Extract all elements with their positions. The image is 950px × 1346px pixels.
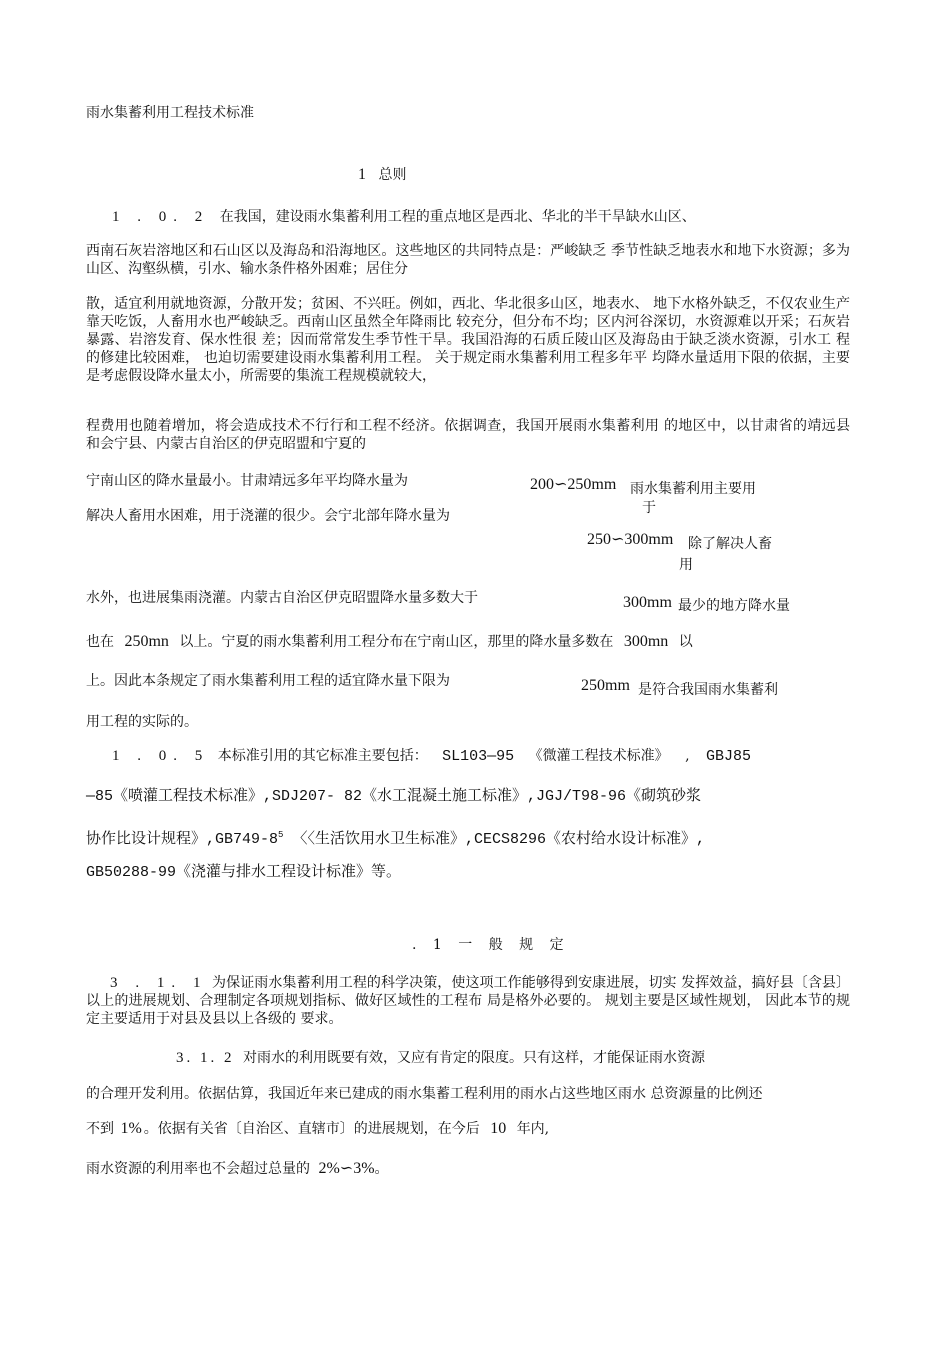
clause-1-0-2-first-line (112, 208, 696, 226)
text-segment: , (685, 748, 690, 764)
text-line: 水外，也进展集雨浇灌。内蒙古自治区伊克昭盟降水量多数大于 (86, 590, 478, 606)
text-segment: 。 (374, 1161, 389, 1177)
clause-3-1-1 (86, 974, 850, 1028)
text-line: 用 (679, 557, 693, 573)
clause-text: 对雨水的利用既要有效，又应有肯定的限度。只有这样，才能保证雨水资源 (242, 1050, 705, 1066)
standard-code: GBJ85 (705, 748, 751, 765)
text-line: 的合理开发利用。依据估算，我国近年来已建成的雨水集蓄工程利用的雨水占这些地区雨水 总资源量的比例还 (86, 1086, 763, 1102)
year-count: 10 (490, 1120, 507, 1137)
text-segment: 雨水资源的利用率也不会超过总量的 (86, 1161, 310, 1177)
text-segment: 。依据有关省〔自治区、直辖市〕的进展规划，在今后 (143, 1121, 480, 1137)
text-line (86, 1120, 549, 1138)
rainfall-value: 250mm (581, 677, 630, 694)
text-line: 除了解决人畜 (688, 536, 772, 552)
text-segment: 本标准引用的其它标准主要包括： (217, 748, 428, 764)
text-line: 于 (642, 500, 656, 516)
text-line: 上。因此本条规定了雨水集蓄利用工程的适宜降水量下限为 (86, 673, 450, 689)
clause-number: 1 . 0. 2 (112, 209, 210, 225)
rainfall-value: 200∽250mm (530, 476, 617, 493)
clause-text: 在我国，建设雨水集蓄利用工程的重点地区是西北、华北的半干旱缺水山区、 (219, 209, 696, 225)
chapter-number: 1 (358, 166, 366, 183)
text-line (86, 826, 705, 849)
clause-text: 为保证雨水集蓄利用工程的科学决策，使这项工作能够得到安康进展，切实 发挥效益，搞好县〔含县〕以上的进展规划、合理制定各项规划指标、做好区域性的工程布 局是格外必要的。 规划主要是区域性规划， 因此本节的规定主要适用于对县及县以上各级的 要求。 (86, 975, 851, 1027)
text-line: 宁南山区的降水量最小。甘肃靖远多年平均降水量为 (86, 473, 408, 489)
text-line: —85《喷灌工程技术标准》,SDJ207- 82《水工混凝土施工标准》,JGJ/T98-96《砌筑砂浆 (86, 788, 702, 805)
text-line: 是符合我国雨水集蓄利 (638, 682, 778, 698)
paragraph: 程费用也随着增加，将会造成技术不行行和工程不经济。依据调查，我国开展雨水集蓄利用 的地区中，以甘肃省的靖远县 和会宁县、内蒙古自治区的伊克昭盟和宁夏的 (86, 418, 850, 452)
text-segment: 也在 (86, 634, 114, 650)
clause-number: 3 . 1. 1 (110, 975, 208, 991)
clause-1-0-5-first-line (112, 747, 751, 766)
chapter-title: 总则 (378, 167, 407, 183)
text-segment: 以 (678, 634, 693, 650)
clause-number: 1 . 0. 5 (112, 748, 210, 764)
chapter-heading (358, 166, 406, 184)
text-segment: 年内, (516, 1121, 550, 1137)
text-segment: 以上。宁夏的雨水集蓄利用工程分布在宁南山区，那里的降水量多数在 (179, 634, 614, 650)
section-heading: . 1 一 般 规 定 (412, 937, 570, 953)
text-segment: 协作比设计规程》,GB749-8 (86, 831, 279, 848)
text-line: 最少的地方降水量 (678, 598, 790, 614)
rainfall-value: 250∽300mm (587, 531, 674, 548)
document-title: 雨水集蓄利用工程技术标准 (86, 105, 254, 121)
text-line: 解决人畜用水困难，用于浇灌的很少。会宁北部年降水量为 (86, 508, 450, 524)
text-line (86, 633, 693, 651)
paragraph: 散，适宜利用就地资源，分散开发；贫困、不兴旺。例如，西北、华北很多山区，地表水、 地下水格外缺乏，不仅农业生产靠天吃饭，人畜用水也严峻缺乏。西南山区虽然全年降雨比 较充分，但分布不均；区内河谷深切，水资源难以开采；石灰岩暴露、岩溶发育、保水性很 差；因而常常发生季节性干旱。我国沿海的石质丘陵山区及海岛由于缺乏淡水资源，引水工 程的修建比较困难， 也迫切需要建设雨水集蓄利用工程。 关于规定雨水集蓄利用工程多年平 均降水量适用下限的依据，主要是考虑假设降水量太小，所需要的集流工程规模就较大， (86, 296, 850, 384)
text-line: GB50288-99《浇灌与排水工程设计标准》等。 (86, 864, 402, 881)
rainfall-value: 300mm (623, 594, 672, 611)
text-line (86, 1160, 389, 1178)
rainfall-value: 300mn (623, 633, 669, 650)
clause-3-1-2-first-line (176, 1049, 705, 1067)
text-line: 用工程的实际的。 (86, 714, 198, 730)
text-segment: 5 (278, 830, 284, 840)
percentage-value: 2%∽3% (318, 1160, 375, 1177)
text-line: 雨水集蓄利用主要用 (630, 481, 756, 497)
standard-name: 《微灌工程技术标准》 (528, 748, 669, 764)
text-segment: 〈〈生活饮用水卫生标准》,CECS8296《农村给水设计标准》, (292, 831, 705, 848)
standard-code: SL103—95 (442, 748, 515, 765)
rainfall-value: 250mn (124, 633, 169, 650)
clause-number: 3. 1. 2 (176, 1050, 235, 1066)
text-segment: 不到 (86, 1121, 114, 1137)
paragraph: 西南石灰岩溶地区和石山区以及海岛和沿海地区。这些地区的共同特点是：严峻缺乏 季节性缺乏地表水和地下水资源；多为山区、沟壑纵横，引水、输水条件格外困难；居住分 (86, 243, 850, 277)
percentage-value: 1% (120, 1120, 142, 1137)
